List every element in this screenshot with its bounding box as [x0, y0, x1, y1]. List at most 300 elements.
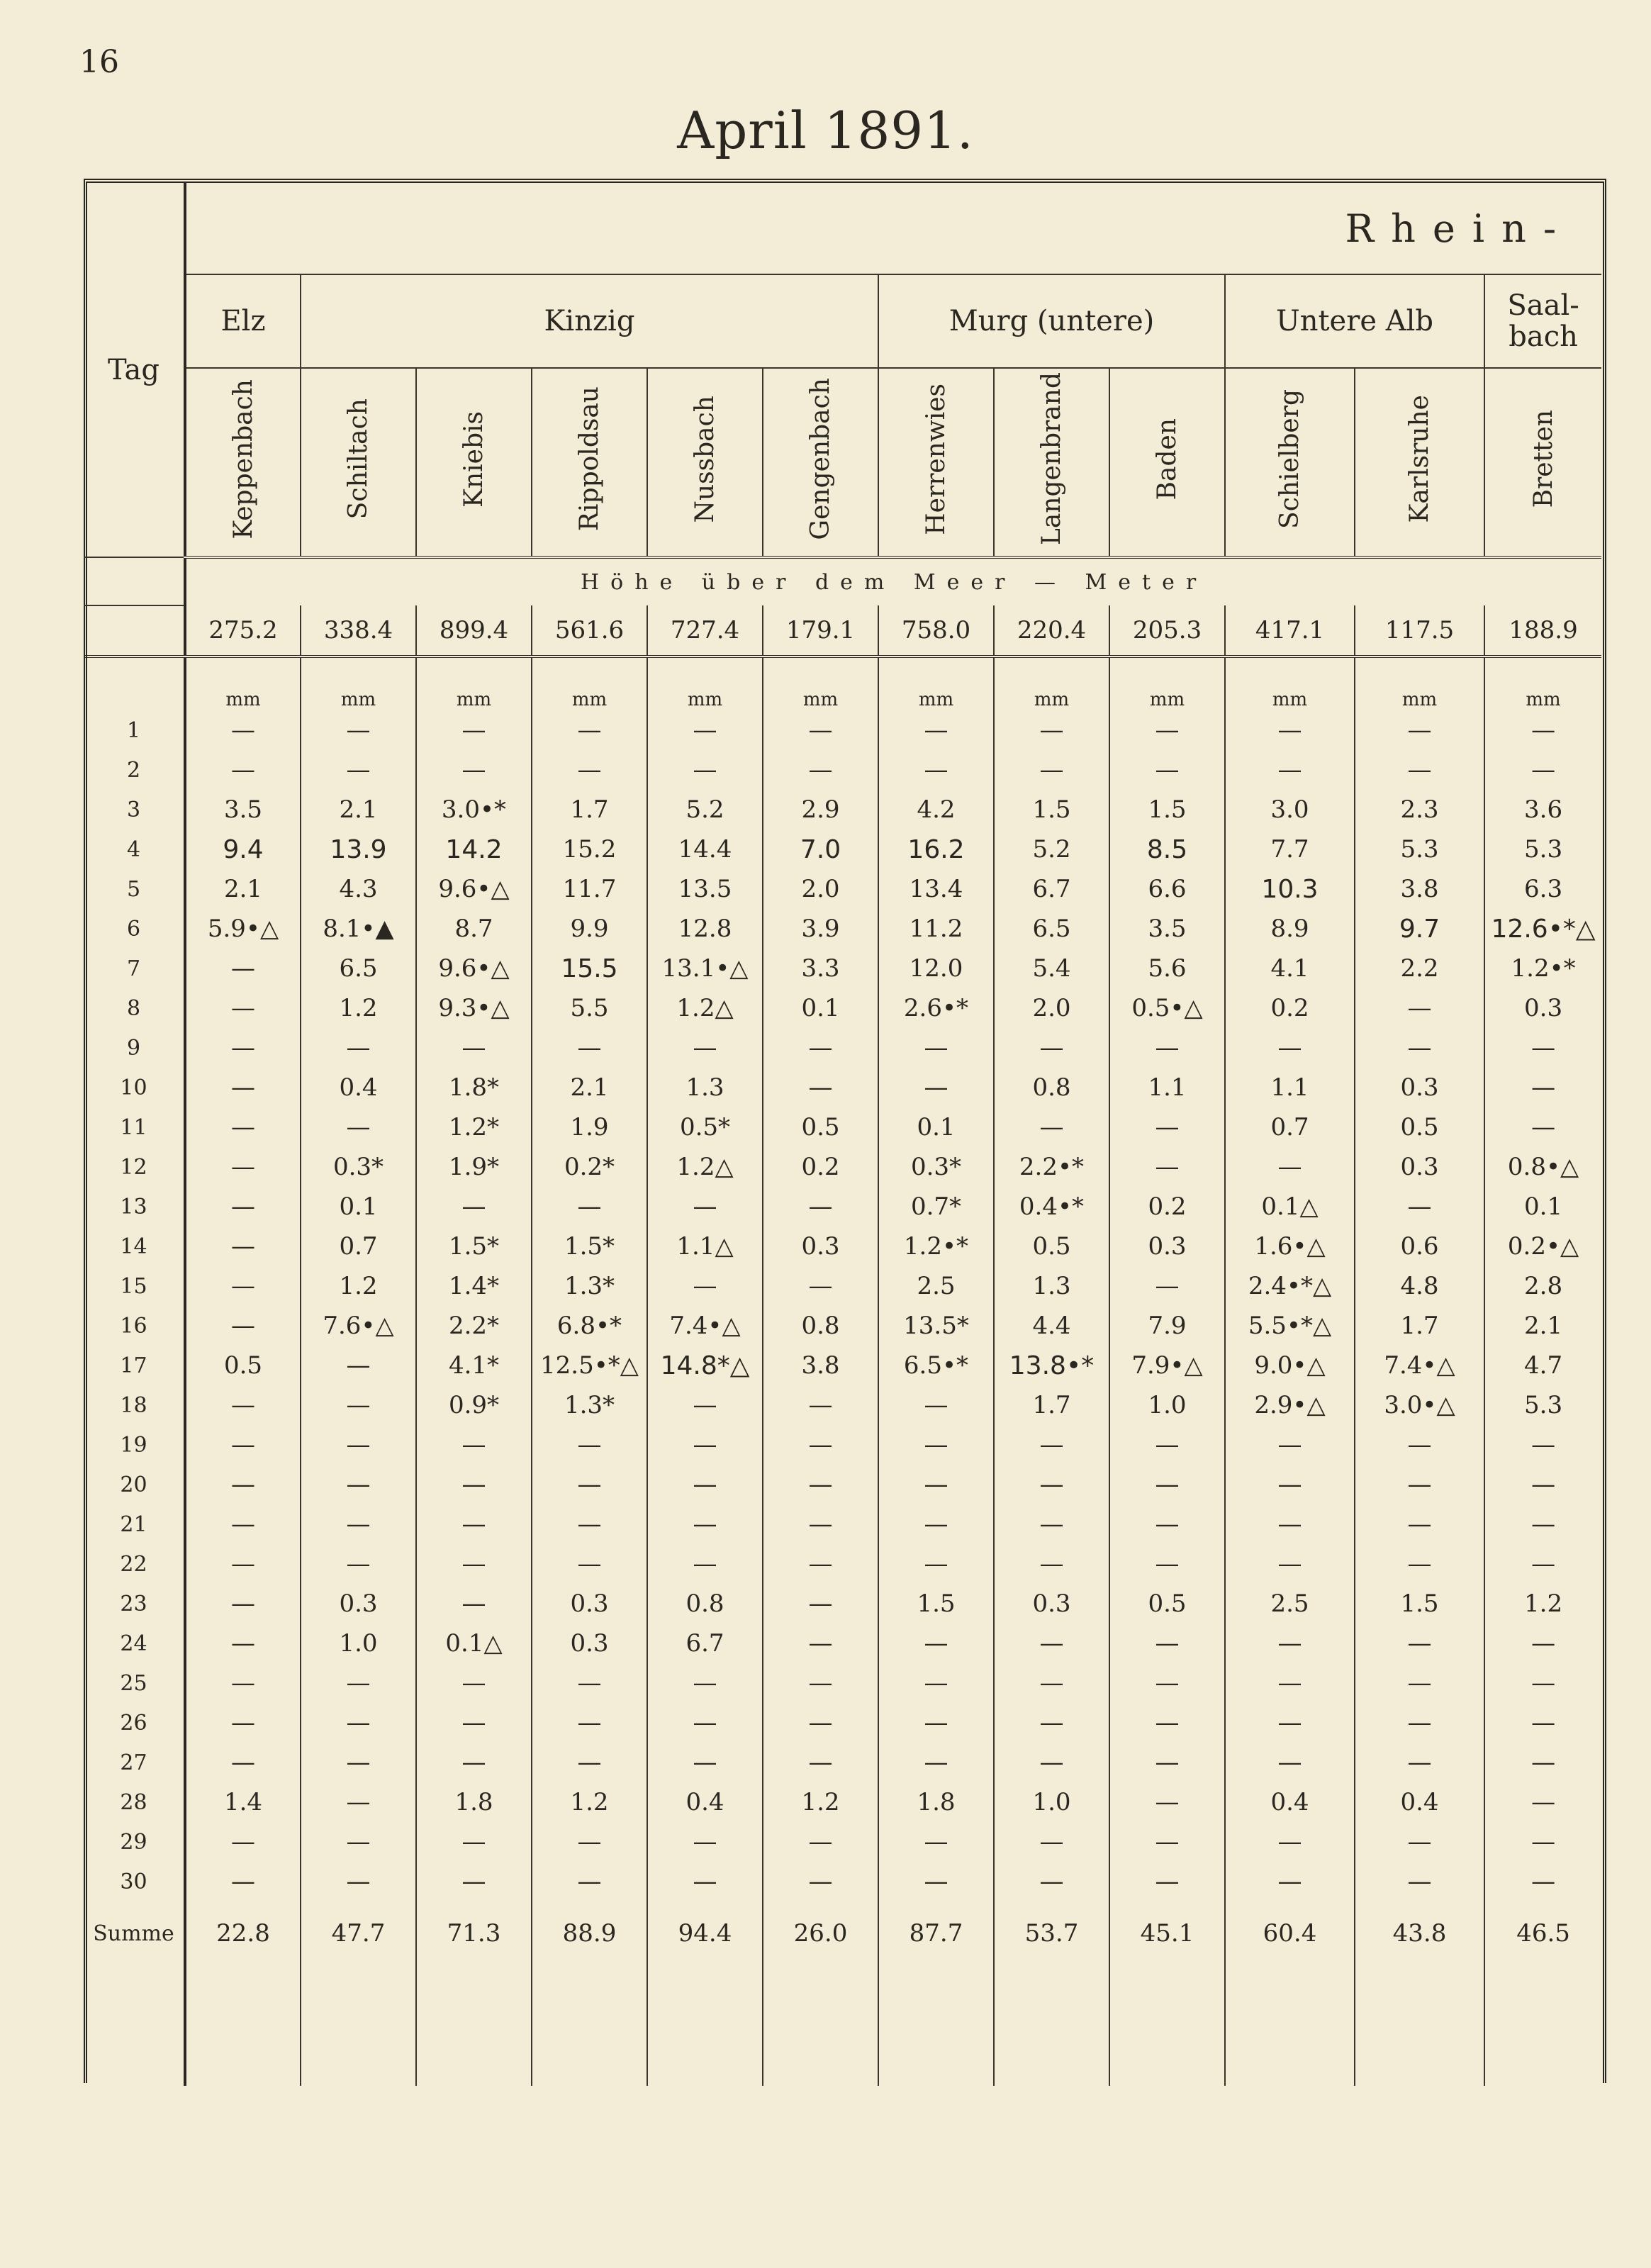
precip-value: 1.2 [763, 1782, 878, 1822]
precip-value: — [185, 1147, 301, 1187]
station-name: Karlsruhe [1405, 395, 1434, 523]
unit-label: mm [647, 657, 763, 710]
precip-value: 2.2* [416, 1306, 532, 1346]
precip-value: 7.6•△ [301, 1306, 416, 1346]
station-name: Rippoldsau [575, 386, 604, 532]
precip-value: — [185, 1743, 301, 1782]
precip-value: — [1109, 1266, 1225, 1306]
precip-value: 0.9* [416, 1385, 532, 1425]
precip-value: 0.1 [1484, 1187, 1601, 1227]
day-number: 12 [120, 1154, 147, 1180]
precip-value: — [1109, 750, 1225, 790]
precip-value: 7.9•△ [1109, 1346, 1225, 1385]
station-altitude: 275.2 [185, 605, 301, 657]
precip-value: 0.5 [185, 1346, 301, 1385]
station-name: Gengenbach [806, 378, 835, 540]
precip-value: 0.3 [763, 1227, 878, 1266]
precip-value: 1.3 [647, 1068, 763, 1107]
precip-value: — [647, 710, 763, 750]
table-row [84, 1465, 1601, 1504]
unit-label: mm [763, 657, 878, 710]
station-header [1225, 368, 1355, 557]
station-altitude: 179.1 [763, 605, 878, 657]
precip-value: 0.1 [763, 988, 878, 1028]
precip-value: 1.7 [1355, 1306, 1484, 1346]
precip-value: 2.2 [1355, 949, 1484, 988]
precip-value: — [185, 988, 301, 1028]
table-row [84, 1068, 1601, 1107]
precip-value: 14.2 [416, 829, 532, 869]
precip-value: 2.2•* [994, 1147, 1109, 1187]
precip-value: — [301, 1107, 416, 1147]
precip-value: 1.9 [532, 1107, 647, 1147]
table-row [84, 988, 1601, 1028]
day-number: 29 [120, 1829, 147, 1855]
precip-value: 0.3 [1355, 1147, 1484, 1187]
precip-value: 2.8 [1484, 1266, 1601, 1306]
precip-value: 0.8•△ [1484, 1147, 1601, 1187]
unit-label: mm [301, 657, 416, 710]
table-row [84, 1385, 1601, 1425]
precip-value: — [416, 1663, 532, 1703]
station-altitude: 727.4 [647, 605, 763, 657]
precip-value: — [878, 1624, 994, 1663]
precip-value: — [416, 1862, 532, 1901]
precip-value: — [1109, 1504, 1225, 1544]
precipitation-table [84, 183, 1601, 2086]
precip-value: 5.9•△ [185, 909, 301, 949]
table-row [84, 1544, 1601, 1584]
precip-value: — [763, 1544, 878, 1584]
precip-value: — [763, 1187, 878, 1227]
precip-value: — [1484, 1782, 1601, 1822]
precip-value: — [185, 1028, 301, 1068]
precip-value: — [1225, 1663, 1355, 1703]
precip-value: — [878, 1743, 994, 1782]
precip-value: — [1355, 1862, 1484, 1901]
day-number: 28 [120, 1789, 147, 1815]
precip-value: — [301, 1743, 416, 1782]
unit-label: mm [878, 657, 994, 710]
precip-value: 3.0 [1225, 790, 1355, 829]
precip-value: 13.9 [301, 829, 416, 869]
precip-value: — [532, 1822, 647, 1862]
precip-value: — [532, 1544, 647, 1584]
table-row [84, 949, 1601, 988]
precip-value: — [763, 1743, 878, 1782]
precip-value: — [994, 1663, 1109, 1703]
precip-value: — [1109, 1107, 1225, 1147]
precip-value: 4.3 [301, 869, 416, 909]
precip-value: — [878, 1028, 994, 1068]
precip-value: — [878, 1544, 994, 1584]
table-row [84, 1743, 1601, 1782]
station-altitude: 899.4 [416, 605, 532, 657]
precip-value: — [1109, 1782, 1225, 1822]
precip-value: — [185, 1425, 301, 1465]
precip-value: — [532, 1187, 647, 1227]
precip-value: 3.5 [1109, 909, 1225, 949]
river-header: Kinzig [301, 274, 878, 368]
precip-value: — [1109, 1822, 1225, 1862]
precip-value: 1.2△ [647, 1147, 763, 1187]
precip-value: 5.3 [1355, 829, 1484, 869]
precip-value: 1.4* [416, 1266, 532, 1306]
tag-header: Tag [84, 183, 185, 557]
precip-value: — [1225, 1544, 1355, 1584]
river-header: Murg (untere) [878, 274, 1225, 368]
precip-value: — [1109, 710, 1225, 750]
precip-value: 3.8 [1355, 869, 1484, 909]
precip-value: 2.1 [185, 869, 301, 909]
precip-value: — [301, 1346, 416, 1385]
station-header-row [84, 368, 1601, 557]
precip-value: — [994, 710, 1109, 750]
precip-value: 0.2 [763, 1147, 878, 1187]
precip-value: — [301, 1465, 416, 1504]
day-number: 15 [120, 1273, 147, 1299]
table-row [84, 1227, 1601, 1266]
precip-value: — [185, 1227, 301, 1266]
station-header [763, 368, 878, 557]
precip-value: — [1484, 1703, 1601, 1743]
day-number: 20 [120, 1472, 147, 1497]
precip-value: — [416, 1028, 532, 1068]
precip-value: 1.8 [416, 1782, 532, 1822]
precip-value: — [647, 1663, 763, 1703]
precip-value: — [994, 1028, 1109, 1068]
day-number: 3 [126, 797, 141, 822]
precip-value: 9.3•△ [416, 988, 532, 1028]
precip-value: 0.3 [1355, 1068, 1484, 1107]
station-altitude: 417.1 [1225, 605, 1355, 657]
precip-value: — [763, 1425, 878, 1465]
precip-value: — [1355, 1822, 1484, 1862]
day-number: 14 [120, 1234, 147, 1259]
day-number: 11 [120, 1115, 147, 1140]
station-altitude: 117.5 [1355, 605, 1484, 657]
table-row [84, 829, 1601, 869]
table-row [84, 1584, 1601, 1624]
precip-value: — [301, 1385, 416, 1425]
precip-value: — [185, 1663, 301, 1703]
table-row [84, 1147, 1601, 1187]
river-header: Untere Alb [1225, 274, 1484, 368]
precip-value: — [994, 1425, 1109, 1465]
precip-value: 14.8*△ [647, 1346, 763, 1385]
precip-value: 3.5 [185, 790, 301, 829]
precip-value: 4.4 [994, 1306, 1109, 1346]
precip-value: 3.3 [763, 949, 878, 988]
precip-value: — [1109, 1862, 1225, 1901]
precip-value: — [1484, 1624, 1601, 1663]
summe-value: 43.8 [1355, 1901, 1484, 1965]
precip-value: — [301, 1862, 416, 1901]
precip-value: — [1484, 1663, 1601, 1703]
precip-value: — [532, 1862, 647, 1901]
day-number: 13 [120, 1194, 147, 1219]
precip-value: — [1355, 1425, 1484, 1465]
river-header-row [84, 274, 1601, 368]
day-number: 10 [120, 1075, 147, 1100]
precip-value: — [647, 1862, 763, 1901]
precip-value: — [647, 1028, 763, 1068]
precip-value: — [1355, 1703, 1484, 1743]
station-altitude: 338.4 [301, 605, 416, 657]
precip-value: — [532, 1703, 647, 1743]
precip-value: — [185, 949, 301, 988]
table-row [84, 790, 1601, 829]
precip-value: 1.2 [301, 988, 416, 1028]
precip-value: — [878, 1504, 994, 1544]
precip-value: 7.4•△ [647, 1306, 763, 1346]
precip-value: — [1109, 1465, 1225, 1504]
precip-value: — [1484, 1425, 1601, 1465]
summe-value: 94.4 [647, 1901, 763, 1965]
precip-value: 2.5 [1225, 1584, 1355, 1624]
page-title: April 1891. [677, 101, 974, 160]
precip-value: — [301, 1703, 416, 1743]
precip-value: — [301, 1822, 416, 1862]
day-number: 25 [120, 1670, 147, 1696]
summe-label: Summe [93, 1921, 174, 1946]
precip-value: 1.5 [1109, 790, 1225, 829]
precip-value: 5.6 [1109, 949, 1225, 988]
unit-label: mm [1484, 657, 1601, 710]
table-row [84, 750, 1601, 790]
precip-value: — [532, 1425, 647, 1465]
precip-value: 12.0 [878, 949, 994, 988]
precip-value: 0.8 [647, 1584, 763, 1624]
precip-value: — [878, 750, 994, 790]
table-row [84, 1306, 1601, 1346]
precip-value: 3.8 [763, 1346, 878, 1385]
station-header [1109, 368, 1225, 557]
page-number: 16 [79, 44, 119, 80]
day-number: 26 [120, 1710, 147, 1736]
precip-value: 0.3* [301, 1147, 416, 1187]
precip-value: 2.1 [532, 1068, 647, 1107]
precip-value: 9.9 [532, 909, 647, 949]
day-number: 6 [126, 916, 141, 942]
precip-value: 0.5 [994, 1227, 1109, 1266]
precip-value: 2.9 [763, 790, 878, 829]
station-name: Schielberg [1275, 389, 1304, 529]
precip-value: 14.4 [647, 829, 763, 869]
precip-value: 2.0 [994, 988, 1109, 1028]
precip-value: — [1484, 1465, 1601, 1504]
day-number: 27 [120, 1750, 147, 1775]
precip-value: 0.7 [301, 1227, 416, 1266]
precip-value: — [647, 1266, 763, 1306]
precip-value: 15.2 [532, 829, 647, 869]
table-row [84, 909, 1601, 949]
precip-value: — [1225, 1822, 1355, 1862]
precip-value: 5.4 [994, 949, 1109, 988]
precip-value: 16.2 [878, 829, 994, 869]
precip-value: 6.7 [647, 1624, 763, 1663]
precip-value: — [416, 1504, 532, 1544]
precip-value: 0.3* [878, 1147, 994, 1187]
precip-value: — [763, 1663, 878, 1703]
precip-value: — [878, 1068, 994, 1107]
precip-value: — [878, 1703, 994, 1743]
summe-value: 45.1 [1109, 1901, 1225, 1965]
precip-value: 2.5 [878, 1266, 994, 1306]
precip-value: 7.7 [1225, 829, 1355, 869]
station-name: Baden [1153, 418, 1182, 501]
precip-value: — [1225, 1465, 1355, 1504]
precip-value: — [1484, 1743, 1601, 1782]
precip-value: — [763, 1504, 878, 1544]
table-row [84, 1346, 1601, 1385]
unit-row [84, 657, 1601, 710]
precip-value: 9.6•△ [416, 949, 532, 988]
precip-value: 0.8 [994, 1068, 1109, 1107]
precip-value: 2.9•△ [1225, 1385, 1355, 1425]
day-number: 18 [120, 1392, 147, 1418]
table-row [84, 1266, 1601, 1306]
precip-value: 6.5 [994, 909, 1109, 949]
precip-value: 12.8 [647, 909, 763, 949]
day-number: 17 [120, 1353, 147, 1378]
precip-value: 3.6 [1484, 790, 1601, 829]
precip-value: — [301, 1425, 416, 1465]
precip-value: 2.1 [1484, 1306, 1601, 1346]
precip-value: — [301, 1782, 416, 1822]
precip-value: — [301, 710, 416, 750]
table-row [84, 1187, 1601, 1227]
unit-label: mm [416, 657, 532, 710]
precip-value: — [763, 1584, 878, 1624]
altitude-caption: Höhe über dem Meer — Meter [185, 557, 1601, 605]
day-number: 9 [126, 1035, 141, 1061]
unit-label: mm [994, 657, 1109, 710]
precip-value: 1.7 [994, 1385, 1109, 1425]
river-header: Elz [185, 274, 301, 368]
precip-value: — [994, 1862, 1109, 1901]
precip-value: 2.4•*△ [1225, 1266, 1355, 1306]
precip-value: — [878, 1465, 994, 1504]
precip-value: 1.9* [416, 1147, 532, 1187]
precip-value: 2.6•* [878, 988, 994, 1028]
precip-value: 9.4 [185, 829, 301, 869]
day-number: 30 [120, 1869, 147, 1894]
unit-label: mm [185, 657, 301, 710]
precip-value: 8.9 [1225, 909, 1355, 949]
precip-value: — [416, 1425, 532, 1465]
unit-label: mm [1109, 657, 1225, 710]
precip-value: 10.3 [1225, 869, 1355, 909]
region-header: Rhein- [185, 183, 1601, 274]
day-number: 7 [126, 956, 141, 981]
precip-value: — [1109, 1624, 1225, 1663]
precip-value: — [1109, 1544, 1225, 1584]
table-row [84, 1663, 1601, 1703]
day-number: 5 [126, 876, 141, 902]
day-number: 23 [120, 1591, 147, 1616]
precip-value: 0.3 [532, 1584, 647, 1624]
precip-value: 8.1•▲ [301, 909, 416, 949]
precip-value: — [1484, 710, 1601, 750]
precip-value: 5.3 [1484, 1385, 1601, 1425]
precip-value: — [301, 1504, 416, 1544]
precip-value: — [416, 1822, 532, 1862]
precip-value: — [1225, 1425, 1355, 1465]
table-row [84, 869, 1601, 909]
precip-value: — [1355, 1544, 1484, 1584]
precip-value: — [185, 1544, 301, 1584]
precip-value: 1.2 [532, 1782, 647, 1822]
precip-value: 0.4 [647, 1782, 763, 1822]
station-name: Kniebis [459, 410, 488, 508]
precip-value: 0.4 [1225, 1782, 1355, 1822]
precip-value: 1.4 [185, 1782, 301, 1822]
precip-value: — [1484, 750, 1601, 790]
precip-value: — [1484, 1862, 1601, 1901]
precip-value: 2.0 [763, 869, 878, 909]
precip-value: — [878, 710, 994, 750]
precip-value: 0.1△ [1225, 1187, 1355, 1227]
precip-value: — [1355, 1743, 1484, 1782]
precip-value: 5.2 [994, 829, 1109, 869]
precip-value: — [416, 750, 532, 790]
station-altitude: 220.4 [994, 605, 1109, 657]
precip-value: — [1484, 1068, 1601, 1107]
precip-value: — [1109, 1425, 1225, 1465]
precip-value: 0.2 [1109, 1187, 1225, 1227]
precip-value: — [994, 1544, 1109, 1584]
precip-value: 1.8 [878, 1782, 994, 1822]
precip-value: — [532, 750, 647, 790]
precip-value: — [1355, 1624, 1484, 1663]
precip-value: 0.4 [1355, 1782, 1484, 1822]
precip-value: 0.1 [301, 1187, 416, 1227]
precip-value: — [416, 1584, 532, 1624]
precip-value: — [1109, 1663, 1225, 1703]
precip-value: — [994, 1465, 1109, 1504]
summe-row [84, 1901, 1601, 1965]
precip-value: 15.5 [532, 949, 647, 988]
precip-value: 6.5 [301, 949, 416, 988]
unit-label: mm [1225, 657, 1355, 710]
precip-value: — [763, 1068, 878, 1107]
precip-value: 1.5* [416, 1227, 532, 1266]
precip-value: 0.2 [1225, 988, 1355, 1028]
altitude-row [84, 605, 1601, 657]
precip-value: — [647, 1385, 763, 1425]
precip-value: 0.4 [301, 1068, 416, 1107]
precip-value: — [1355, 1663, 1484, 1703]
day-number: 22 [120, 1551, 147, 1577]
precip-value: 1.0 [301, 1624, 416, 1663]
precip-value: 0.2•△ [1484, 1227, 1601, 1266]
precip-value: — [1484, 1504, 1601, 1544]
precip-value: — [647, 1822, 763, 1862]
precip-value: — [416, 710, 532, 750]
precip-value: 1.2•* [878, 1227, 994, 1266]
precip-value: — [763, 1266, 878, 1306]
precip-value: 6.8•* [532, 1306, 647, 1346]
precip-value: — [185, 710, 301, 750]
precip-value: — [1355, 1504, 1484, 1544]
precip-value: — [532, 1465, 647, 1504]
station-header [878, 368, 994, 557]
precip-value: 6.7 [994, 869, 1109, 909]
precip-value: 5.3 [1484, 829, 1601, 869]
table-row [84, 1703, 1601, 1743]
precip-value: 13.5 [647, 869, 763, 909]
